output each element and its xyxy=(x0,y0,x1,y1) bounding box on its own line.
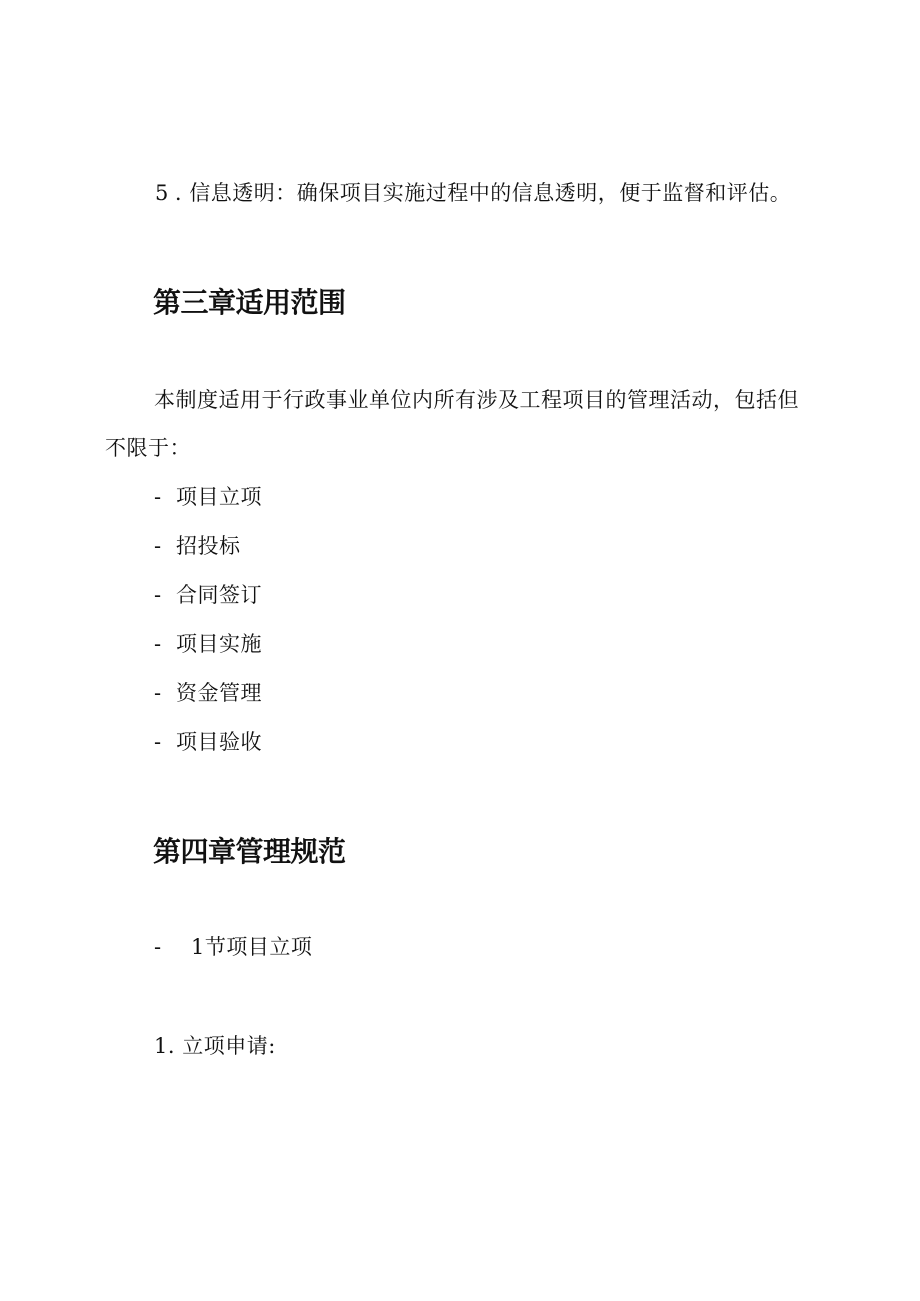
principle-5-text: . 信息透明：确保项目实施过程中的信息透明，便于监督和评估。 xyxy=(174,181,792,205)
list-bullet: - xyxy=(154,730,162,754)
scope-list-item xyxy=(154,732,262,753)
section-title: 1节项目立项 xyxy=(191,935,313,959)
chapter-3-intro-line-1: 本制度适用于行政事业单位内所有涉及工程项目的管理活动，包括但 xyxy=(154,388,799,412)
principle-5-paragraph xyxy=(155,183,791,204)
scope-list-item xyxy=(154,683,262,704)
chapter-4-title: 第四章管理规范 xyxy=(153,835,346,868)
scope-list-item xyxy=(154,536,241,557)
scope-list-item xyxy=(154,585,262,606)
scope-item-label: 项目立项 xyxy=(176,485,262,509)
section-bullet: - xyxy=(154,935,162,959)
list-bullet: - xyxy=(154,632,162,656)
list-bullet: - xyxy=(154,534,162,558)
list-bullet: - xyxy=(154,583,162,607)
scope-item-label: 合同签订 xyxy=(176,583,262,607)
chapter-3-title: 第三章适用范围 xyxy=(153,286,346,319)
scope-item-label: 招投标 xyxy=(176,534,241,558)
chapter-3-intro-line-2: 不限于： xyxy=(105,436,191,460)
scope-list-item xyxy=(154,487,262,508)
scope-item-label: 项目实施 xyxy=(176,632,262,656)
scope-item-label: 资金管理 xyxy=(176,681,262,705)
scope-list-item xyxy=(154,634,262,655)
list-bullet: - xyxy=(154,485,162,509)
subsection-heading: 1. 立项申请: xyxy=(154,1034,276,1058)
scope-item-label: 项目验收 xyxy=(176,730,262,754)
principle-5-number: 5 xyxy=(155,181,169,205)
section-heading xyxy=(154,937,312,958)
list-bullet: - xyxy=(154,681,162,705)
